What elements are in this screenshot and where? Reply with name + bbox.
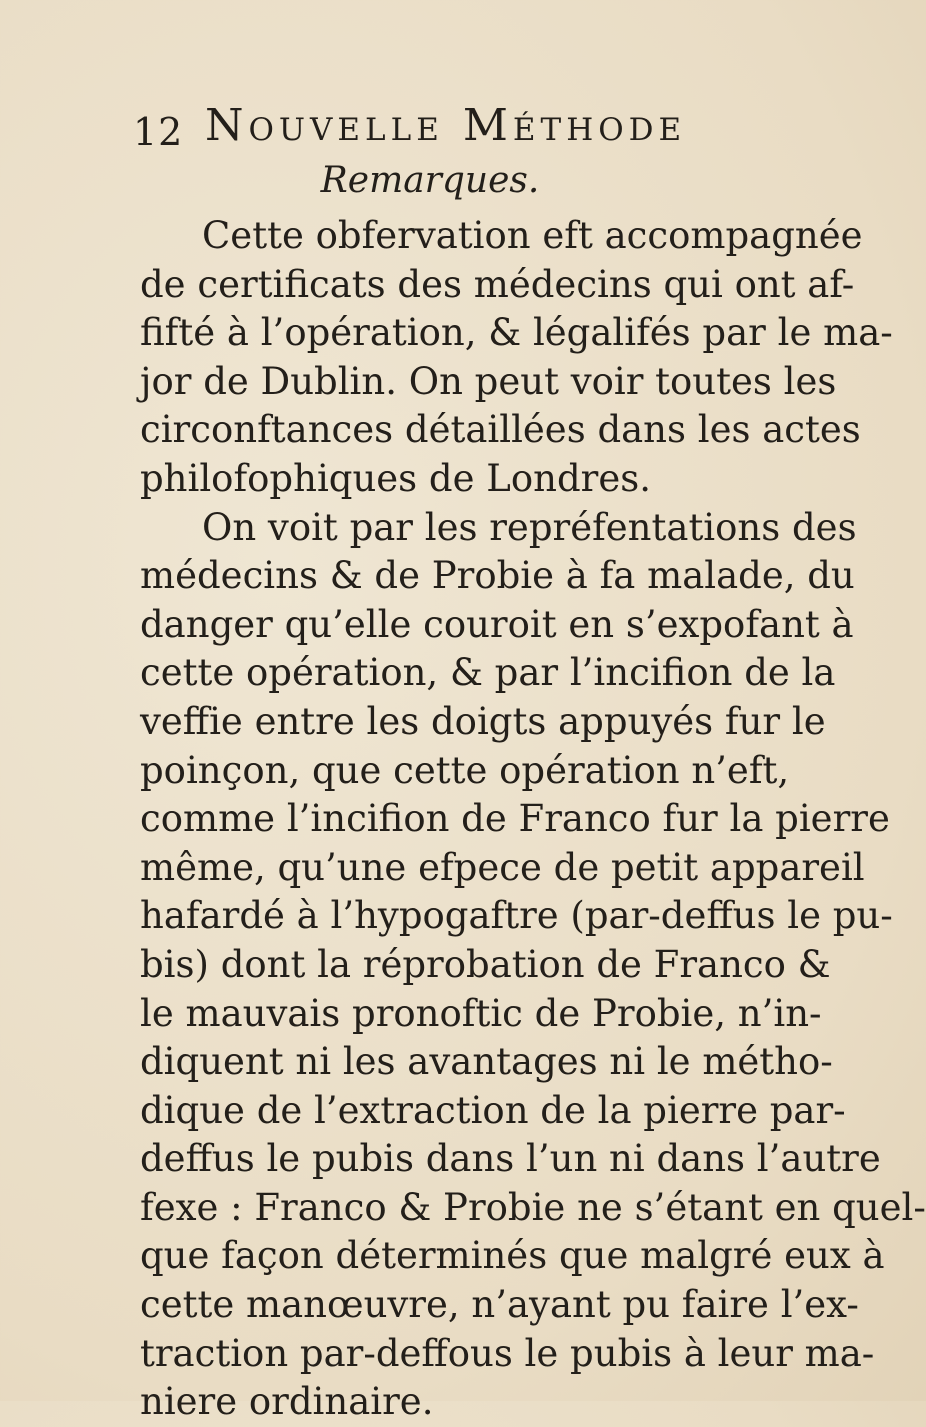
text-line: même, qu’une efpece de petit appareil xyxy=(140,845,865,889)
text-line: Cette obfervation eft accompagnée xyxy=(202,214,863,257)
text-line: bis) dont la réprobation de Franco & xyxy=(140,942,831,986)
text-line: veffie entre les doigts appuyés fur le xyxy=(140,699,826,743)
text-line: dique de l’extraction de la pierre par- xyxy=(140,1088,846,1132)
text-line: hafardé à l’hypogaftre (par-deffus le pu- xyxy=(140,894,893,938)
page-number: 12 xyxy=(133,110,184,154)
text-line: jor de Dublin. On peut voir toutes les xyxy=(140,359,837,403)
text-line: On voit par les repréfentations des xyxy=(202,505,857,549)
text-line: fifté à l’opération, & légalifés par le ma- xyxy=(140,311,893,355)
text-line: philofophiques de Londres. xyxy=(140,456,651,500)
text-line: que façon déterminés que malgré eux à xyxy=(140,1234,885,1278)
text-line: traction par-deffous le pubis à leur ma- xyxy=(140,1331,875,1375)
section-heading: Remarques. xyxy=(320,160,540,201)
text-line: deffus le pubis dans l’un ni dans l’autre xyxy=(140,1137,881,1181)
text-line: cette manœuvre, n’ayant pu faire l’ex- xyxy=(140,1283,859,1327)
body-text xyxy=(140,212,926,1427)
text-line: poinçon, que cette opération n’eft, xyxy=(140,748,790,792)
text-line: diquent ni les avantages ni le métho- xyxy=(140,1040,833,1084)
running-head xyxy=(133,100,773,156)
text-line: médecins & de Probie à fa malade, du xyxy=(140,554,855,598)
running-title: Nouvelle Méthode xyxy=(205,100,687,151)
text-line: circonftances détaillées dans les actes xyxy=(140,408,861,452)
text-line: comme l’incifion de Franco fur la pierre xyxy=(140,797,890,841)
text-line: cette opération, & par l’incifion de la xyxy=(140,651,836,695)
text-line: le mauvais pronoftic de Probie, n’in- xyxy=(140,991,822,1035)
text-line: danger qu’elle couroit en s’expofant à xyxy=(140,602,854,646)
text-line: fexe : Franco & Probie ne s’étant en quel- xyxy=(140,1185,926,1229)
text-line: de certificats des médecins qui ont af- xyxy=(140,262,855,306)
text-line: niere ordinaire. xyxy=(140,1380,434,1424)
